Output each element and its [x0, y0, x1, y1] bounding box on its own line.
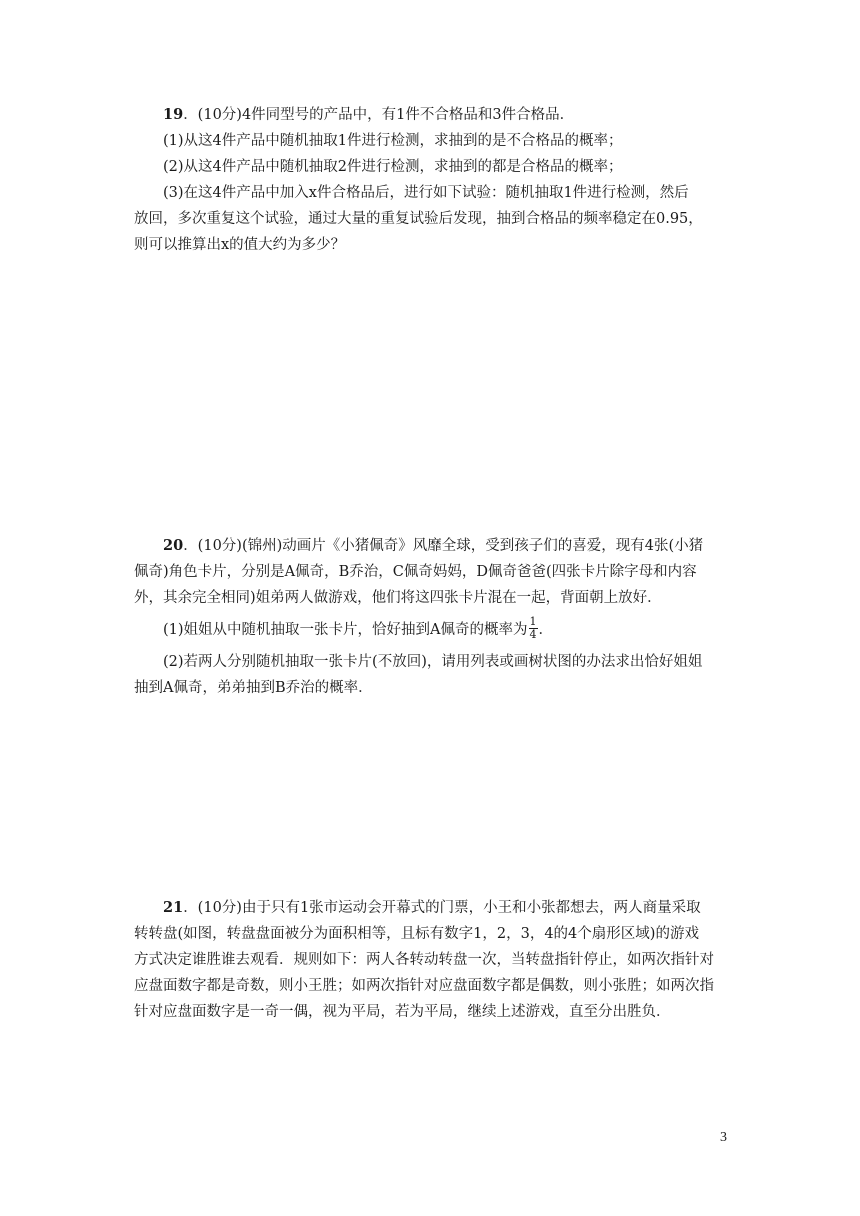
- problem-19-part-3-cont: 则可以推算出x的值大约为多少？: [134, 237, 346, 253]
- problem-20-part-2-cont: 抽到A佩奇，弟弟抽到B乔治的概率．: [134, 680, 373, 696]
- problem-19-part-1: (1)从这4件产品中随机抽取1件进行检测，求抽到的是不合格品的概率；: [163, 133, 623, 149]
- problem-number: 19: [163, 106, 184, 123]
- problem-number: 20: [163, 537, 184, 554]
- problem-21-stem-cont: 应盘面数字都是奇数，则小王胜；如两次指针对应盘面数字都是偶数，则小张胜；如两次指: [134, 978, 714, 994]
- problem-text: ．(10分)4件同型号的产品中，有1件不合格品和3件合格品．: [183, 107, 575, 123]
- problem-text: ．(10分)由于只有1张市运动会开幕式的门票，小王和小张都想去，两人商量采取: [183, 900, 701, 916]
- fraction-answer: [529, 616, 538, 641]
- part-1-text: (1)姐姐从中随机抽取一张卡片，恰好抽到A佩奇的概率为: [163, 622, 528, 638]
- problem-text: ．(10分)(锦州)动画片《小猪佩奇》风靡全球，受到孩子们的喜爱，现有4张(小猪: [183, 538, 704, 554]
- problem-19-part-2: (2)从这4件产品中随机抽取2件进行检测，求抽到的都是合格品的概率；: [163, 159, 623, 175]
- problem-20: [134, 533, 727, 701]
- part-1-period: ．: [538, 622, 554, 638]
- problem-19-part-3: (3)在这4件产品中加入x件合格品后，进行如下试验：随机抽取1件进行检测，然后: [163, 185, 689, 201]
- problem-19-stem: [134, 102, 727, 128]
- problem-20-part-2: (2)若两人分别随机抽取一张卡片(不放回)，请用列表或画树状图的办法求出恰好姐姐: [163, 654, 703, 670]
- problem-21-stem-cont: 方式决定谁胜谁去观看．规则如下：两人各转动转盘一次，当转盘指针停止，如两次指针对: [134, 952, 714, 968]
- problem-19: [134, 102, 727, 258]
- problem-19-part-3-cont: 放回，多次重复这个试验，通过大量的重复试验后发现，抽到合格品的频率稳定在0.95，: [134, 211, 703, 227]
- fraction-denominator: 4: [529, 627, 537, 641]
- problem-number: 21: [163, 899, 184, 916]
- fraction-numerator: 1: [529, 614, 537, 628]
- problem-21-stem-cont: 转转盘(如图，转盘盘面被分为面积相等，且标有数字1，2，3，4的4个扇形区域)的游戏: [134, 926, 699, 942]
- problem-21: [134, 895, 727, 1025]
- problem-20-stem-cont: 外，其余完全相同)姐弟两人做游戏，他们将这四张卡片混在一起，背面朝上放好．: [134, 590, 662, 606]
- page-number: 3: [720, 1130, 727, 1145]
- problem-20-part-1: [134, 614, 727, 643]
- problem-21-stem-cont: 针对应盘面数字是一奇一偶，视为平局，若为平局，继续上述游戏，直至分出胜负．: [134, 1004, 671, 1020]
- problem-21-stem: [134, 895, 727, 921]
- problem-20-stem-cont: 佩奇)角色卡片，分别是A佩奇，B乔治，C佩奇妈妈，D佩奇爸爸(四张卡片除字母和内容: [134, 564, 697, 580]
- problem-20-stem: [134, 533, 727, 559]
